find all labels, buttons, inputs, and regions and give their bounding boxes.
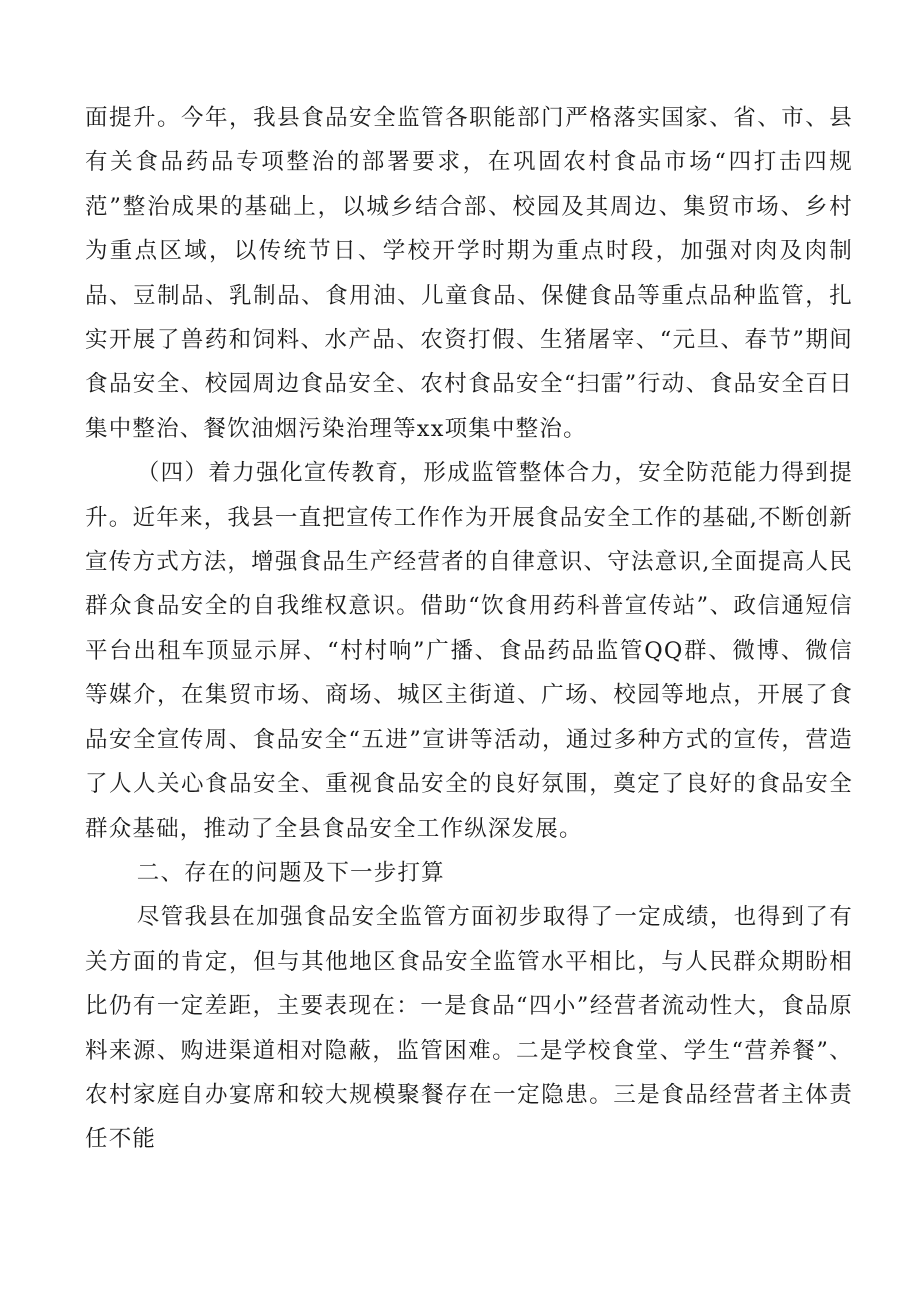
- paragraph-existing-problems: 尽管我县在加强食品安全监管方面初步取得了一定成绩，也得到了有关方面的肯定，但与其他地区食品安全监管水平相比，与人民群众期盼相比仍有一定差距，主要表现在：一是食品“四小”经营者流动性大，食品原料来源、购进渠道相对隐蔽，监管困难。二是学校食堂、学生“营养餐”、农村家庭自办宴席和较大规模聚餐存在一定隐患。三是食品经营者主体责任不能: [85, 904, 853, 1153]
- paragraph-publicity-education: （四）着力强化宣传教育，形成监管整体合力，安全防范能力得到提升。近年来，我县一直把宣传工作作为开展食品安全工作的基础,不断创新宣传方式方法，增强食品生产经营者的自律意识、守法意识,全面提高人民群众食品安全的自我维权意识。借助“饮食用药科普宣传站”、政信通短信平台出租车顶显示屏、“村村响”广播、食品药品监管QQ群、微博、微信等媒介，在集贸市场、商场、城区主街道、广场、校园等地点，开展了食品安全宣传周、食品安全“五进”宣讲等活动，通过多种方式的宣传，营造了人人关心食品安全、重视食品安全的良好氛围，奠定了良好的食品安全群众基础，推动了全县食品安全工作纵深发展。: [85, 460, 853, 842]
- section-heading-problems: 二、存在的问题及下一步打算: [136, 859, 445, 886]
- document-body: [85, 96, 853, 1162]
- paragraph-food-safety-rectification: 面提升。今年，我县食品安全监管各职能部门严格落实国家、省、市、县有关食品药品专项整治的部署要求，在巩固农村食品市场“四打击四规范”整治成果的基础上，以城乡结合部、校园及其周边、集贸市场、乡村为重点区域，以传统节日、学校开学时期为重点时段，加强对肉及肉制品、豆制品、乳制品、食用油、儿童食品、保健食品等重点品种监管，扎实开展了兽药和饲料、水产品、农资打假、生猪屠宰、“元旦、春节”期间食品安全、校园周边食品安全、农村食品安全“扫雷”行动、食品安全百日集中整治、餐饮油烟污染治理等xx项集中整治。: [85, 105, 853, 442]
